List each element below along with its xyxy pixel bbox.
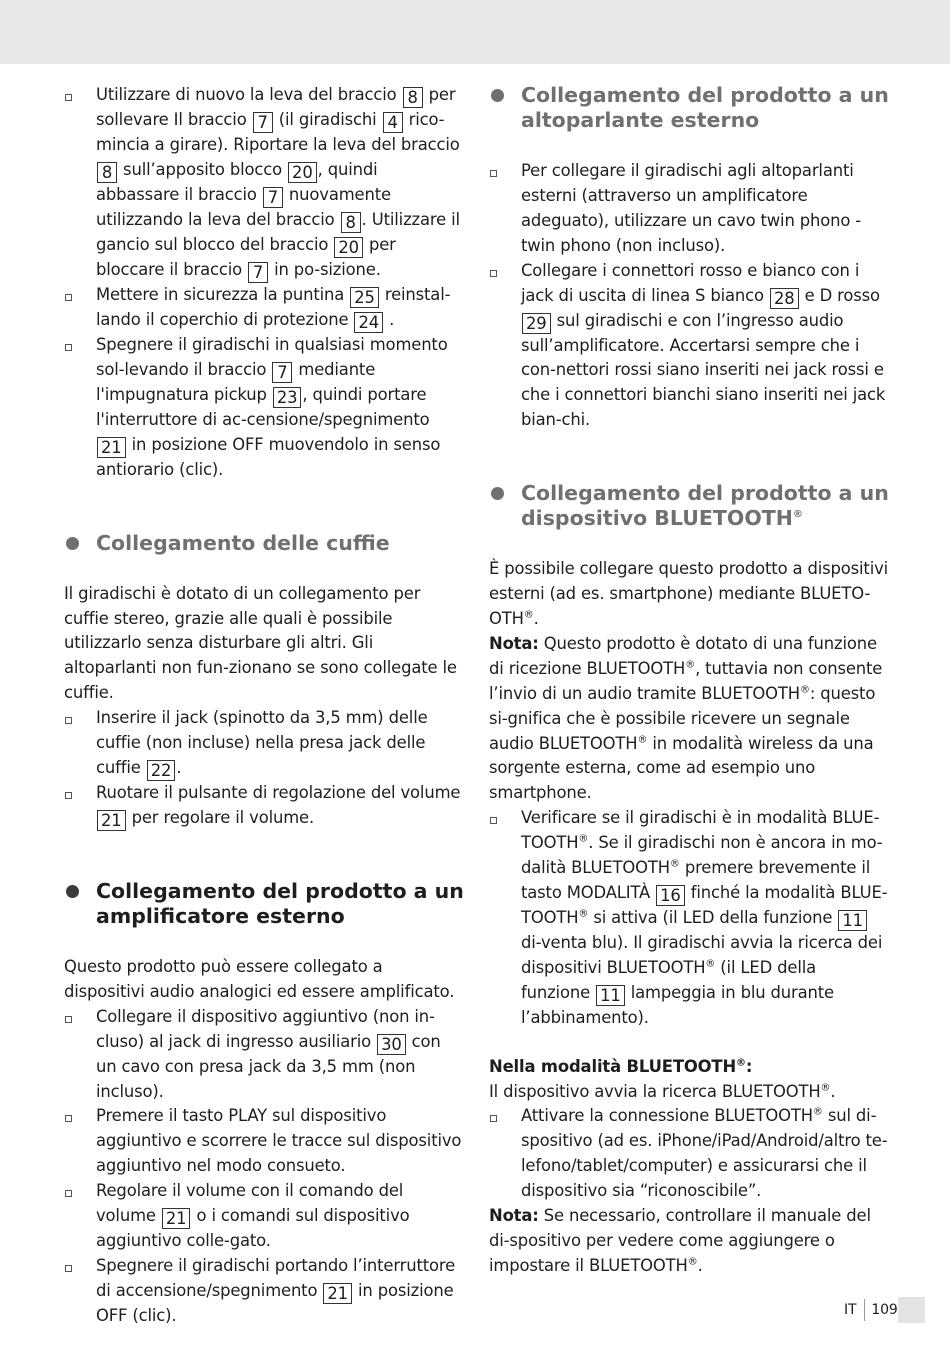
ref-number: 7 xyxy=(272,362,292,383)
page-number: 109 xyxy=(871,1302,898,1318)
ref-number: 21 xyxy=(97,810,126,831)
ref-number: 29 xyxy=(522,313,551,334)
ref-number: 28 xyxy=(770,288,799,309)
ref-number: 30 xyxy=(377,1034,406,1055)
right-column xyxy=(489,83,889,1279)
section-heading-bluetooth: Collegamento del prodotto a un dispositivo BLUETOOTH® xyxy=(489,481,889,531)
ref-number: 22 xyxy=(147,760,176,781)
subheading-bluetooth-mode: Nella modalità BLUETOOTH®: xyxy=(489,1056,753,1076)
ref-number: 7 xyxy=(248,262,268,283)
section-heading-amplificatore: Collegamento del prodotto a un amplificatore esterno xyxy=(64,879,464,929)
paragraph: Il dispositivo avvia la ricerca BLUETOOTH®. xyxy=(489,1081,836,1101)
ref-number: 25 xyxy=(350,287,379,308)
list-item: Ruotare il pulsante di regolazione del volume 21 per regolare il volume. xyxy=(64,781,464,831)
ref-number: 21 xyxy=(97,437,126,458)
section-heading-cuffie: Collegamento delle cuffie xyxy=(64,531,464,556)
list-item: Verificare se il giradischi è in modalità BLUE-TOOTH®. Se il giradischi non è ancora in mo-dalità BLUETOOTH® premere brevemente il tasto MODALITÀ 16 finché la modalità BLUE-TOOTH® si attiva (il LED della funzione 11 di-venta blu). Il giradischi avvia la ricerca dei dispositivi BLUETOOTH® (il LED della funzione 11 lampeggia in blu durante l’abbinamento). xyxy=(489,806,889,1030)
ref-number: 20 xyxy=(334,237,363,258)
ref-number: 8 xyxy=(403,87,423,108)
left-column xyxy=(64,83,464,1329)
ref-number: 23 xyxy=(273,387,302,408)
list-item: Regolare il volume con il comando del volume 21 o i comandi sul dispositivo aggiuntivo colle-gato. xyxy=(64,1179,464,1254)
list-item: Per collegare il giradischi agli altoparlanti esterni (attraverso un amplificatore adeguato), utilizzare un cavo twin phono - twin phono (non incluso). xyxy=(489,159,889,259)
ref-number: 7 xyxy=(253,112,273,133)
note-paragraph: Nota: Questo prodotto è dotato di una funzione di ricezione BLUETOOTH®, tuttavia non consente l’invio di un audio tramite BLUETOOTH®: questo si-gnifica che è possibile ricevere un segnale audio BLUETOOTH® in modalità wireless da una sorgente esterna, come ad esempio uno smartphone. xyxy=(489,633,883,803)
header-band xyxy=(0,0,950,64)
list-item: Spegnere il giradischi portando l’interruttore di accensione/spegnimento 21 in posizione OFF (clic). xyxy=(64,1254,464,1329)
ref-number: 21 xyxy=(323,1283,352,1304)
ref-number: 16 xyxy=(656,885,685,906)
list-item: Inserire il jack (spinotto da 3,5 mm) delle cuffie (non incluse) nella presa jack delle cuffie 22 . xyxy=(64,706,464,781)
ref-number: 21 xyxy=(162,1208,191,1229)
list-item: Premere il tasto PLAY sul dispositivo aggiuntivo e scorrere le tracce sul dispositivo aggiuntivo nel modo consueto. xyxy=(64,1104,464,1179)
language-code: IT xyxy=(844,1302,857,1318)
list-item: Spegnere il giradischi in qualsiasi momento sol-levando il braccio 7 mediante l'impugnatura pickup 23 , quindi portare l'interruttore di ac-censione/spegnimento 21 in posizione OFF muovendolo in senso antiorario (clic). xyxy=(64,333,464,483)
paragraph: È possibile collegare questo prodotto a dispositivi esterni (ad es. smartphone) mediante BLUETO-OTH®. xyxy=(489,559,889,628)
ref-number: 20 xyxy=(288,162,317,183)
page-footer xyxy=(844,1299,898,1321)
page-tab-marker xyxy=(898,1297,925,1323)
footer-divider xyxy=(864,1299,865,1321)
list-item: Attivare la connessione BLUETOOTH® sul di-spositivo (ad es. iPhone/iPad/Android/altro te-lefono/tablet/computer) e assicurarsi che il dispositivo sia “riconoscibile”. xyxy=(489,1104,889,1204)
paragraph: Questo prodotto può essere collegato a dispositivi audio analogici ed essere amplificato. xyxy=(64,956,455,1001)
list-item: Collegare i connettori rosso e bianco con i jack di uscita di linea S bianco 28 e D rosso 29 sul giradischi e con l’ingresso audio sull’amplificatore. Accertarsi sempre che i con-nettori rossi siano inseriti nei jack rossi e che i connettori bianchi siano inseriti nei jack bian-chi. xyxy=(489,259,889,434)
ref-number: 11 xyxy=(838,910,867,931)
ref-number: 7 xyxy=(263,187,283,208)
ref-number: 8 xyxy=(341,212,361,233)
list-item: Utilizzare di nuovo la leva del braccio 8 per sollevare Il braccio 7 (il giradischi 4 rico-mincia a girare). Riportare la leva del braccio 8 sull’apposito blocco 20 , quindi abbassare il braccio 7 nuovamente utilizzando la leva del braccio 8 . Utilizzare il gancio sul blocco del braccio 20 per bloccare il braccio 7 in po-sizione. xyxy=(64,83,464,283)
list-item: Collegare il dispositivo aggiuntivo (non in-cluso) al jack di ingresso ausiliario 30 con un cavo con presa jack da 3,5 mm (non incluso). xyxy=(64,1005,464,1105)
section-heading-altoparlante: Collegamento del prodotto a un altoparlante esterno xyxy=(489,83,889,133)
paragraph: Il giradischi è dotato di un collegamento per cuffie stereo, grazie alle quali è possibile utilizzarlo senza disturbare gli altri. Gli altoparlanti non fun-zionano se sono collegate le cuffie. xyxy=(64,583,457,703)
ref-number: 8 xyxy=(97,162,117,183)
list-item: Mettere in sicurezza la puntina 25 reinstal-lando il coperchio di protezione 24 . xyxy=(64,283,464,333)
ref-number: 24 xyxy=(354,312,383,333)
note-paragraph: Nota: Se necessario, controllare il manuale del di-spositivo per vedere come aggiungere o impostare il BLUETOOTH®. xyxy=(489,1206,871,1275)
ref-number: 4 xyxy=(383,112,403,133)
ref-number: 11 xyxy=(596,985,625,1006)
